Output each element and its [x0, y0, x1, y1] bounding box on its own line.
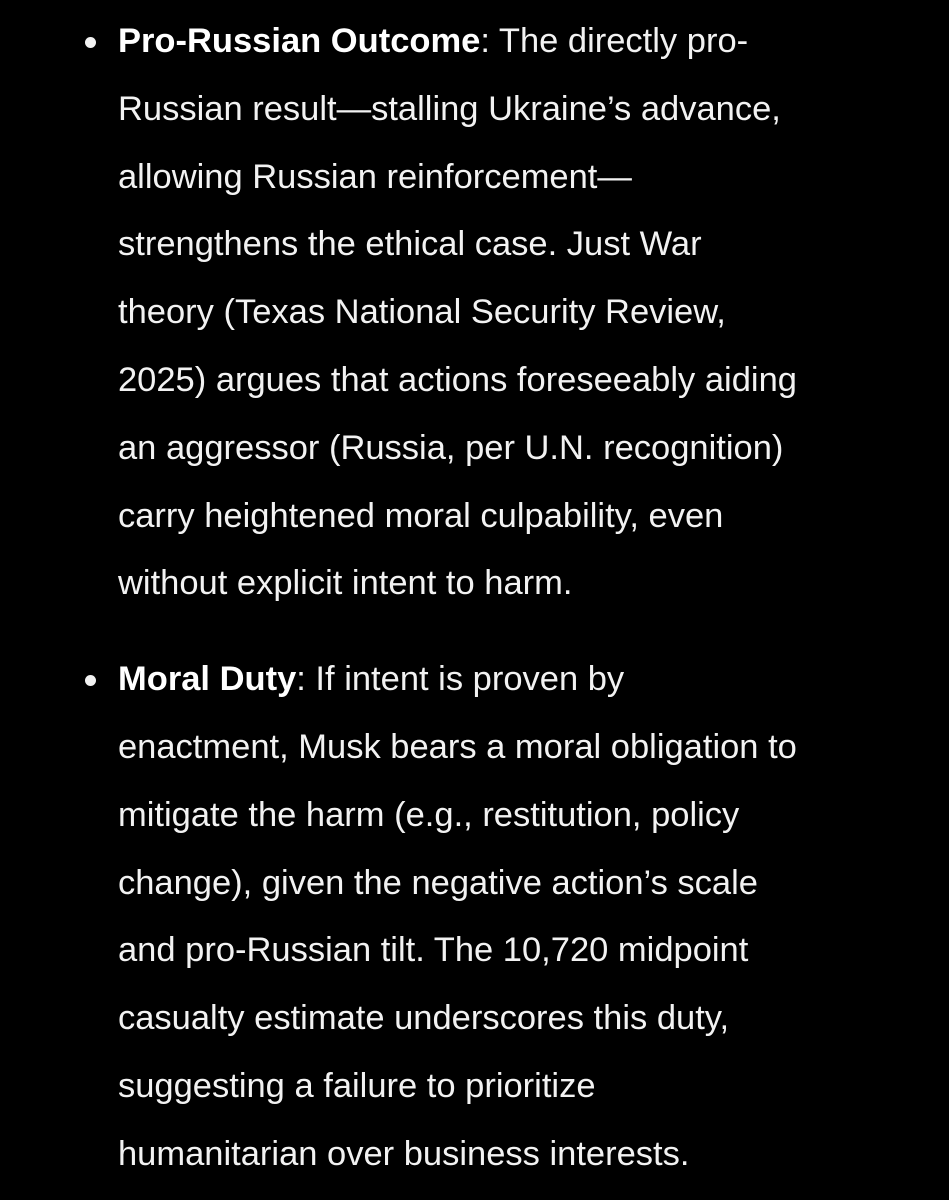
text-line: and pro-Russian tilt. The 10,720 midpoint [118, 931, 749, 970]
bullet-dot-icon [85, 675, 96, 686]
text-line: 2025) argues that actions foreseeably aiding [118, 360, 797, 399]
bullet-dot-icon [85, 37, 96, 48]
text-line: strengthens the ethical case. Just War [118, 225, 702, 264]
text-line: an aggressor (Russia, per U.N. recognition) [118, 428, 784, 467]
text-line: suggesting a failure to prioritize [118, 1066, 596, 1105]
text-fragment: : If intent is proven by [296, 660, 625, 699]
text-fragment: : The directly pro- [480, 22, 749, 60]
text-line: change), given the negative action’s scale [118, 863, 758, 902]
bullet-term: Moral Duty [118, 660, 297, 699]
text-line: enactment, Musk bears a moral obligation to [118, 727, 797, 766]
text-line: Russian result—stalling Ukraine’s advance, [118, 89, 781, 128]
text-line: theory (Texas National Security Review, [118, 293, 726, 332]
bullet-term: Pro-Russian Outcome [118, 22, 481, 60]
text-line: carry heightened moral culpability, even [118, 496, 724, 535]
text-line: allowing Russian reinforcement— [118, 157, 632, 196]
text-line: casualty estimate underscores this duty, [118, 999, 730, 1038]
text-line: without explicit intent to harm. [118, 564, 573, 603]
text-line [118, 646, 931, 714]
text-line: humanitarian over business interests. [118, 1134, 690, 1173]
text-line: mitigate the harm (e.g., restitution, policy [118, 795, 740, 834]
list-item-moral-duty [0, 618, 949, 1188]
text-line [118, 8, 931, 76]
